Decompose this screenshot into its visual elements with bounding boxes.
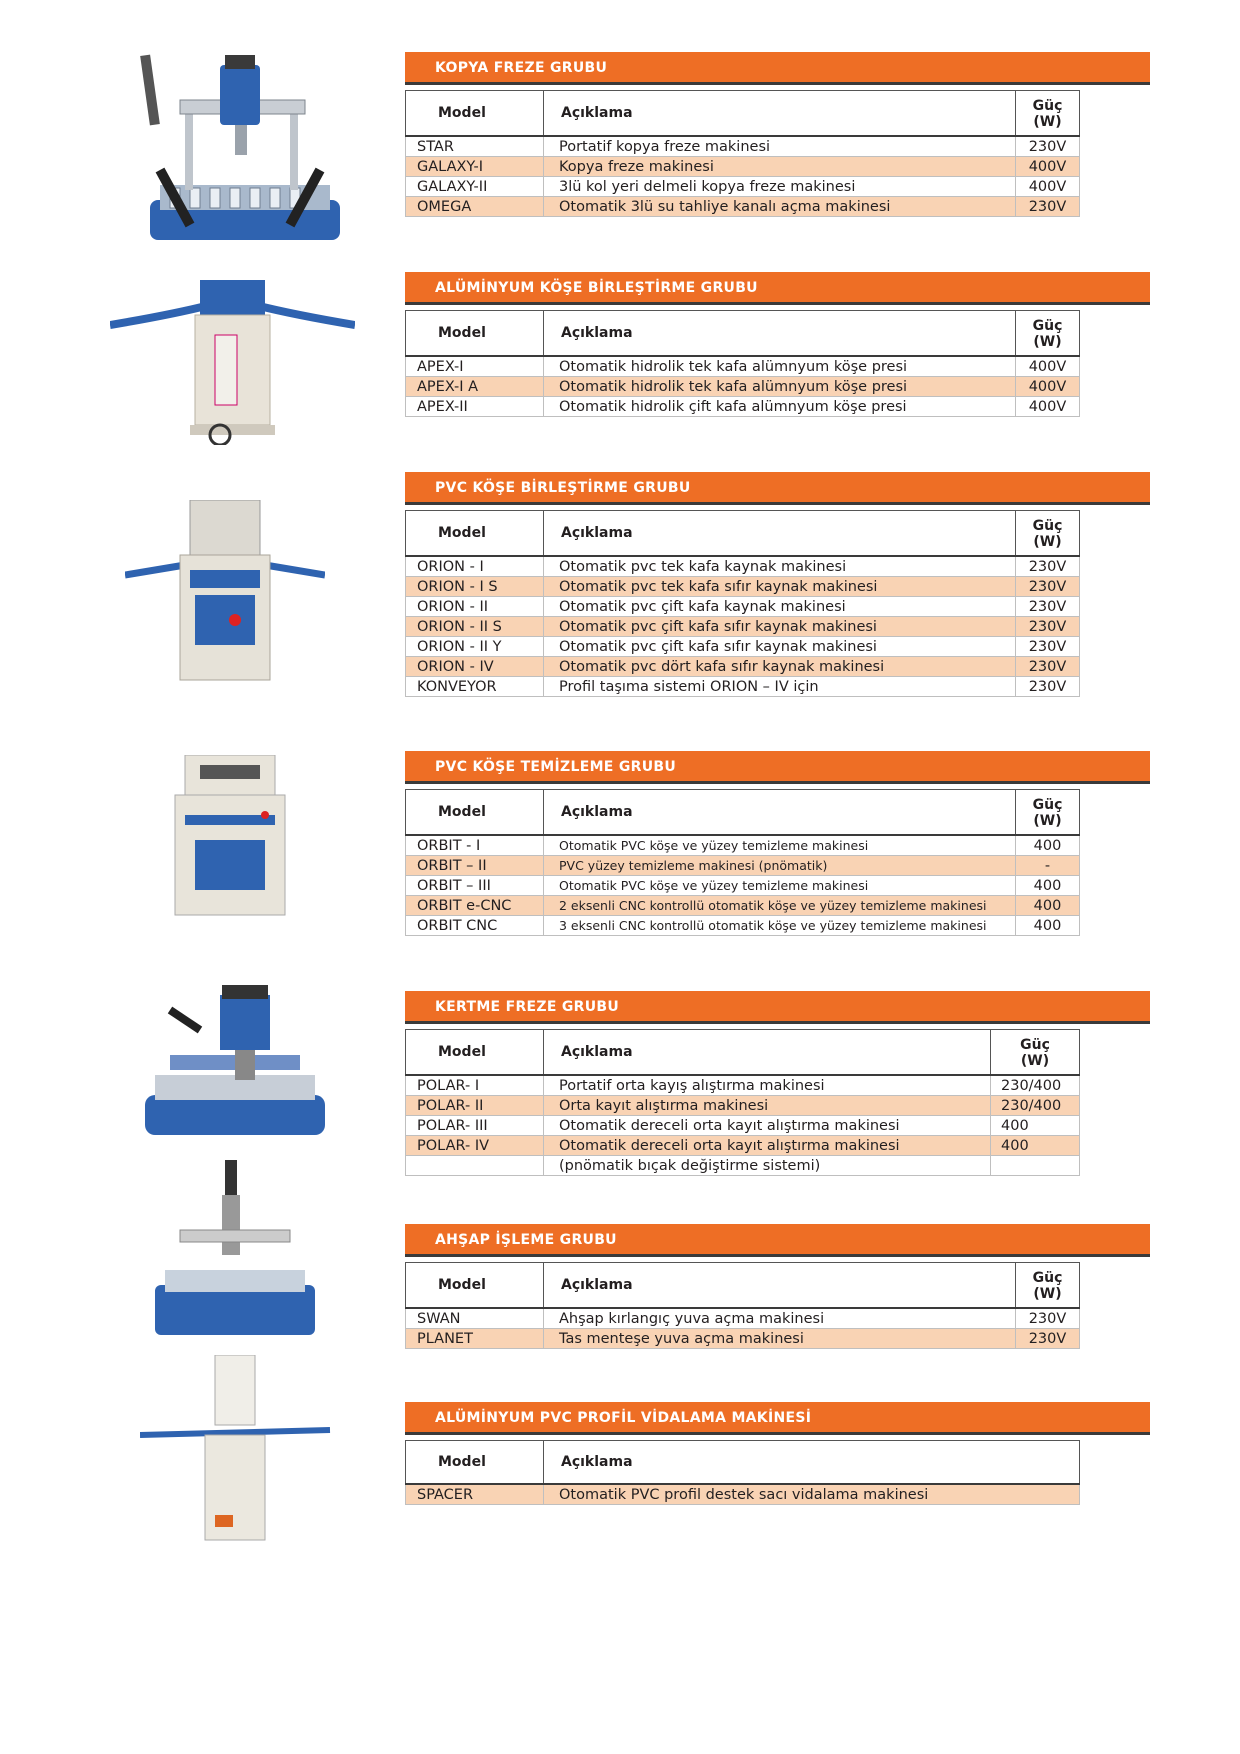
model-header: Model (406, 1441, 544, 1485)
power-header: Güç (W) (1016, 790, 1080, 836)
model-header: Model (406, 1263, 544, 1309)
table-row: POLAR- III Otomatik dereceli orta kayıt alıştırma makinesi 400 (406, 1116, 1080, 1136)
description-header: Açıklama (544, 511, 1016, 557)
table-row: APEX-II Otomatik hidrolik çift kafa alümnyum köşe presi 400V (406, 397, 1080, 417)
description-header: Açıklama (544, 1030, 991, 1076)
power-header: Güç (W) (1016, 1263, 1080, 1309)
apex-corner-crimping-machine-image (110, 275, 355, 445)
section-title: KOPYA FREZE GRUBU (435, 60, 608, 76)
model-header: Model (406, 91, 544, 137)
table-row: ORBIT CNC 3 eksenli CNC kontrollü otomatik köşe ve yüzey temizleme makinesi 400 (406, 916, 1080, 936)
table-row: ORBIT - I Otomatik PVC köşe ve yüzey temizleme makinesi 400 (406, 835, 1080, 856)
description-header: Açıklama (544, 91, 1016, 137)
table-row: ORION - II Y Otomatik pvc çift kafa sıfır kaynak makinesi 230V (406, 637, 1080, 657)
table-row: ORBIT – III Otomatik PVC köşe ve yüzey temizleme makinesi 400 (406, 876, 1080, 896)
table-row: POLAR- IV Otomatik dereceli orta kayıt alıştırma makinesi 400 (406, 1136, 1080, 1156)
section-header (405, 1402, 1150, 1432)
table-header-row (406, 511, 1080, 557)
swan-wood-processing-machine-image (150, 1160, 320, 1340)
spec-table (405, 310, 1080, 417)
description-header: Açıklama (544, 1441, 1080, 1485)
table-header-row (406, 1030, 1080, 1076)
table-header-row (406, 91, 1080, 137)
section-header (405, 52, 1150, 82)
table-row: STAR Portatif kopya freze makinesi 230V (406, 136, 1080, 157)
table-row: KONVEYOR Profil taşıma sistemi ORION – IV için 230V (406, 677, 1080, 697)
section-title: AHŞAP İŞLEME GRUBU (435, 1232, 617, 1248)
power-header: Güç (W) (991, 1030, 1080, 1076)
table-row: APEX-I A Otomatik hidrolik tek kafa alümnyum köşe presi 400V (406, 377, 1080, 397)
description-header: Açıklama (544, 311, 1016, 357)
section-title: ALÜMİNYUM KÖŞE BİRLEŞTİRME GRUBU (435, 280, 758, 296)
table-row: POLAR- II Orta kayıt alıştırma makinesi 230/400 (406, 1096, 1080, 1116)
table-row: ORION - I Otomatik pvc tek kafa kaynak makinesi 230V (406, 556, 1080, 577)
power-header: Güç (W) (1016, 511, 1080, 557)
table-row: POLAR- I Portatif orta kayış alıştırma makinesi 230/400 (406, 1075, 1080, 1096)
table-row: ORION - IV Otomatik pvc dört kafa sıfır kaynak makinesi 230V (406, 657, 1080, 677)
description-header: Açıklama (544, 1263, 1016, 1309)
spec-table (405, 510, 1080, 697)
model-header: Model (406, 790, 544, 836)
table-row: ORBIT – II PVC yüzey temizleme makinesi (pnömatik) - (406, 856, 1080, 876)
section-title: PVC KÖŞE BİRLEŞTİRME GRUBU (435, 480, 691, 496)
section-header (405, 991, 1150, 1021)
table-row: ORION - I S Otomatik pvc tek kafa sıfır kaynak makinesi 230V (406, 577, 1080, 597)
table-header-row (406, 311, 1080, 357)
table-row: PLANET Tas menteşe yuva açma makinesi 230V (406, 1329, 1080, 1349)
model-header: Model (406, 1030, 544, 1076)
section-header (405, 751, 1150, 781)
table-row: SWAN Ahşap kırlangıç yuva açma makinesi 230V (406, 1308, 1080, 1329)
section-title: PVC KÖŞE TEMİZLEME GRUBU (435, 759, 677, 775)
table-header-row (406, 1441, 1080, 1485)
spec-table (405, 1440, 1080, 1505)
model-header: Model (406, 511, 544, 557)
description-header: Açıklama (544, 790, 1016, 836)
section-header (405, 1224, 1150, 1254)
table-row: GALAXY-II 3lü kol yeri delmeli kopya freze makinesi 400V (406, 177, 1080, 197)
orbit-corner-cleaning-machine-image (170, 755, 290, 920)
table-row: GALAXY-I Kopya freze makinesi 400V (406, 157, 1080, 177)
power-header: Güç (W) (1016, 91, 1080, 137)
table-row: SPACER Otomatik PVC profil destek sacı vidalama makinesi (406, 1484, 1080, 1505)
table-row: ORION - II Otomatik pvc çift kafa kaynak makinesi 230V (406, 597, 1080, 617)
table-row: OMEGA Otomatik 3lü su tahliye kanalı açma makinesi 230V (406, 197, 1080, 217)
table-row: ORBIT e-CNC 2 eksenli CNC kontrollü otomatik köşe ve yüzey temizleme makinesi 400 (406, 896, 1080, 916)
section-header (405, 472, 1150, 502)
section-title: KERTME FREZE GRUBU (435, 999, 620, 1015)
spacer-screwing-machine-image (140, 1355, 335, 1545)
model-header: Model (406, 311, 544, 357)
spec-table (405, 90, 1080, 217)
spec-table (405, 1262, 1080, 1349)
power-header: Güç (W) (1016, 311, 1080, 357)
table-row: APEX-I Otomatik hidrolik tek kafa alümnyum köşe presi 400V (406, 356, 1080, 377)
table-header-row (406, 790, 1080, 836)
polar-notching-machine-image (140, 980, 330, 1140)
spec-table (405, 1029, 1080, 1176)
table-header-row (406, 1263, 1080, 1309)
table-row: (pnömatik bıçak değiştirme sistemi) (406, 1156, 1080, 1176)
orion-pvc-welding-machine-image (125, 500, 325, 685)
section-header (405, 272, 1150, 302)
table-row: ORION - II S Otomatik pvc çift kafa sıfır kaynak makinesi 230V (406, 617, 1080, 637)
star-copy-router-machine-image (140, 50, 355, 245)
spec-table (405, 789, 1080, 936)
section-title: ALÜMİNYUM PVC PROFİL VİDALAMA MAKİNESİ (435, 1410, 812, 1426)
